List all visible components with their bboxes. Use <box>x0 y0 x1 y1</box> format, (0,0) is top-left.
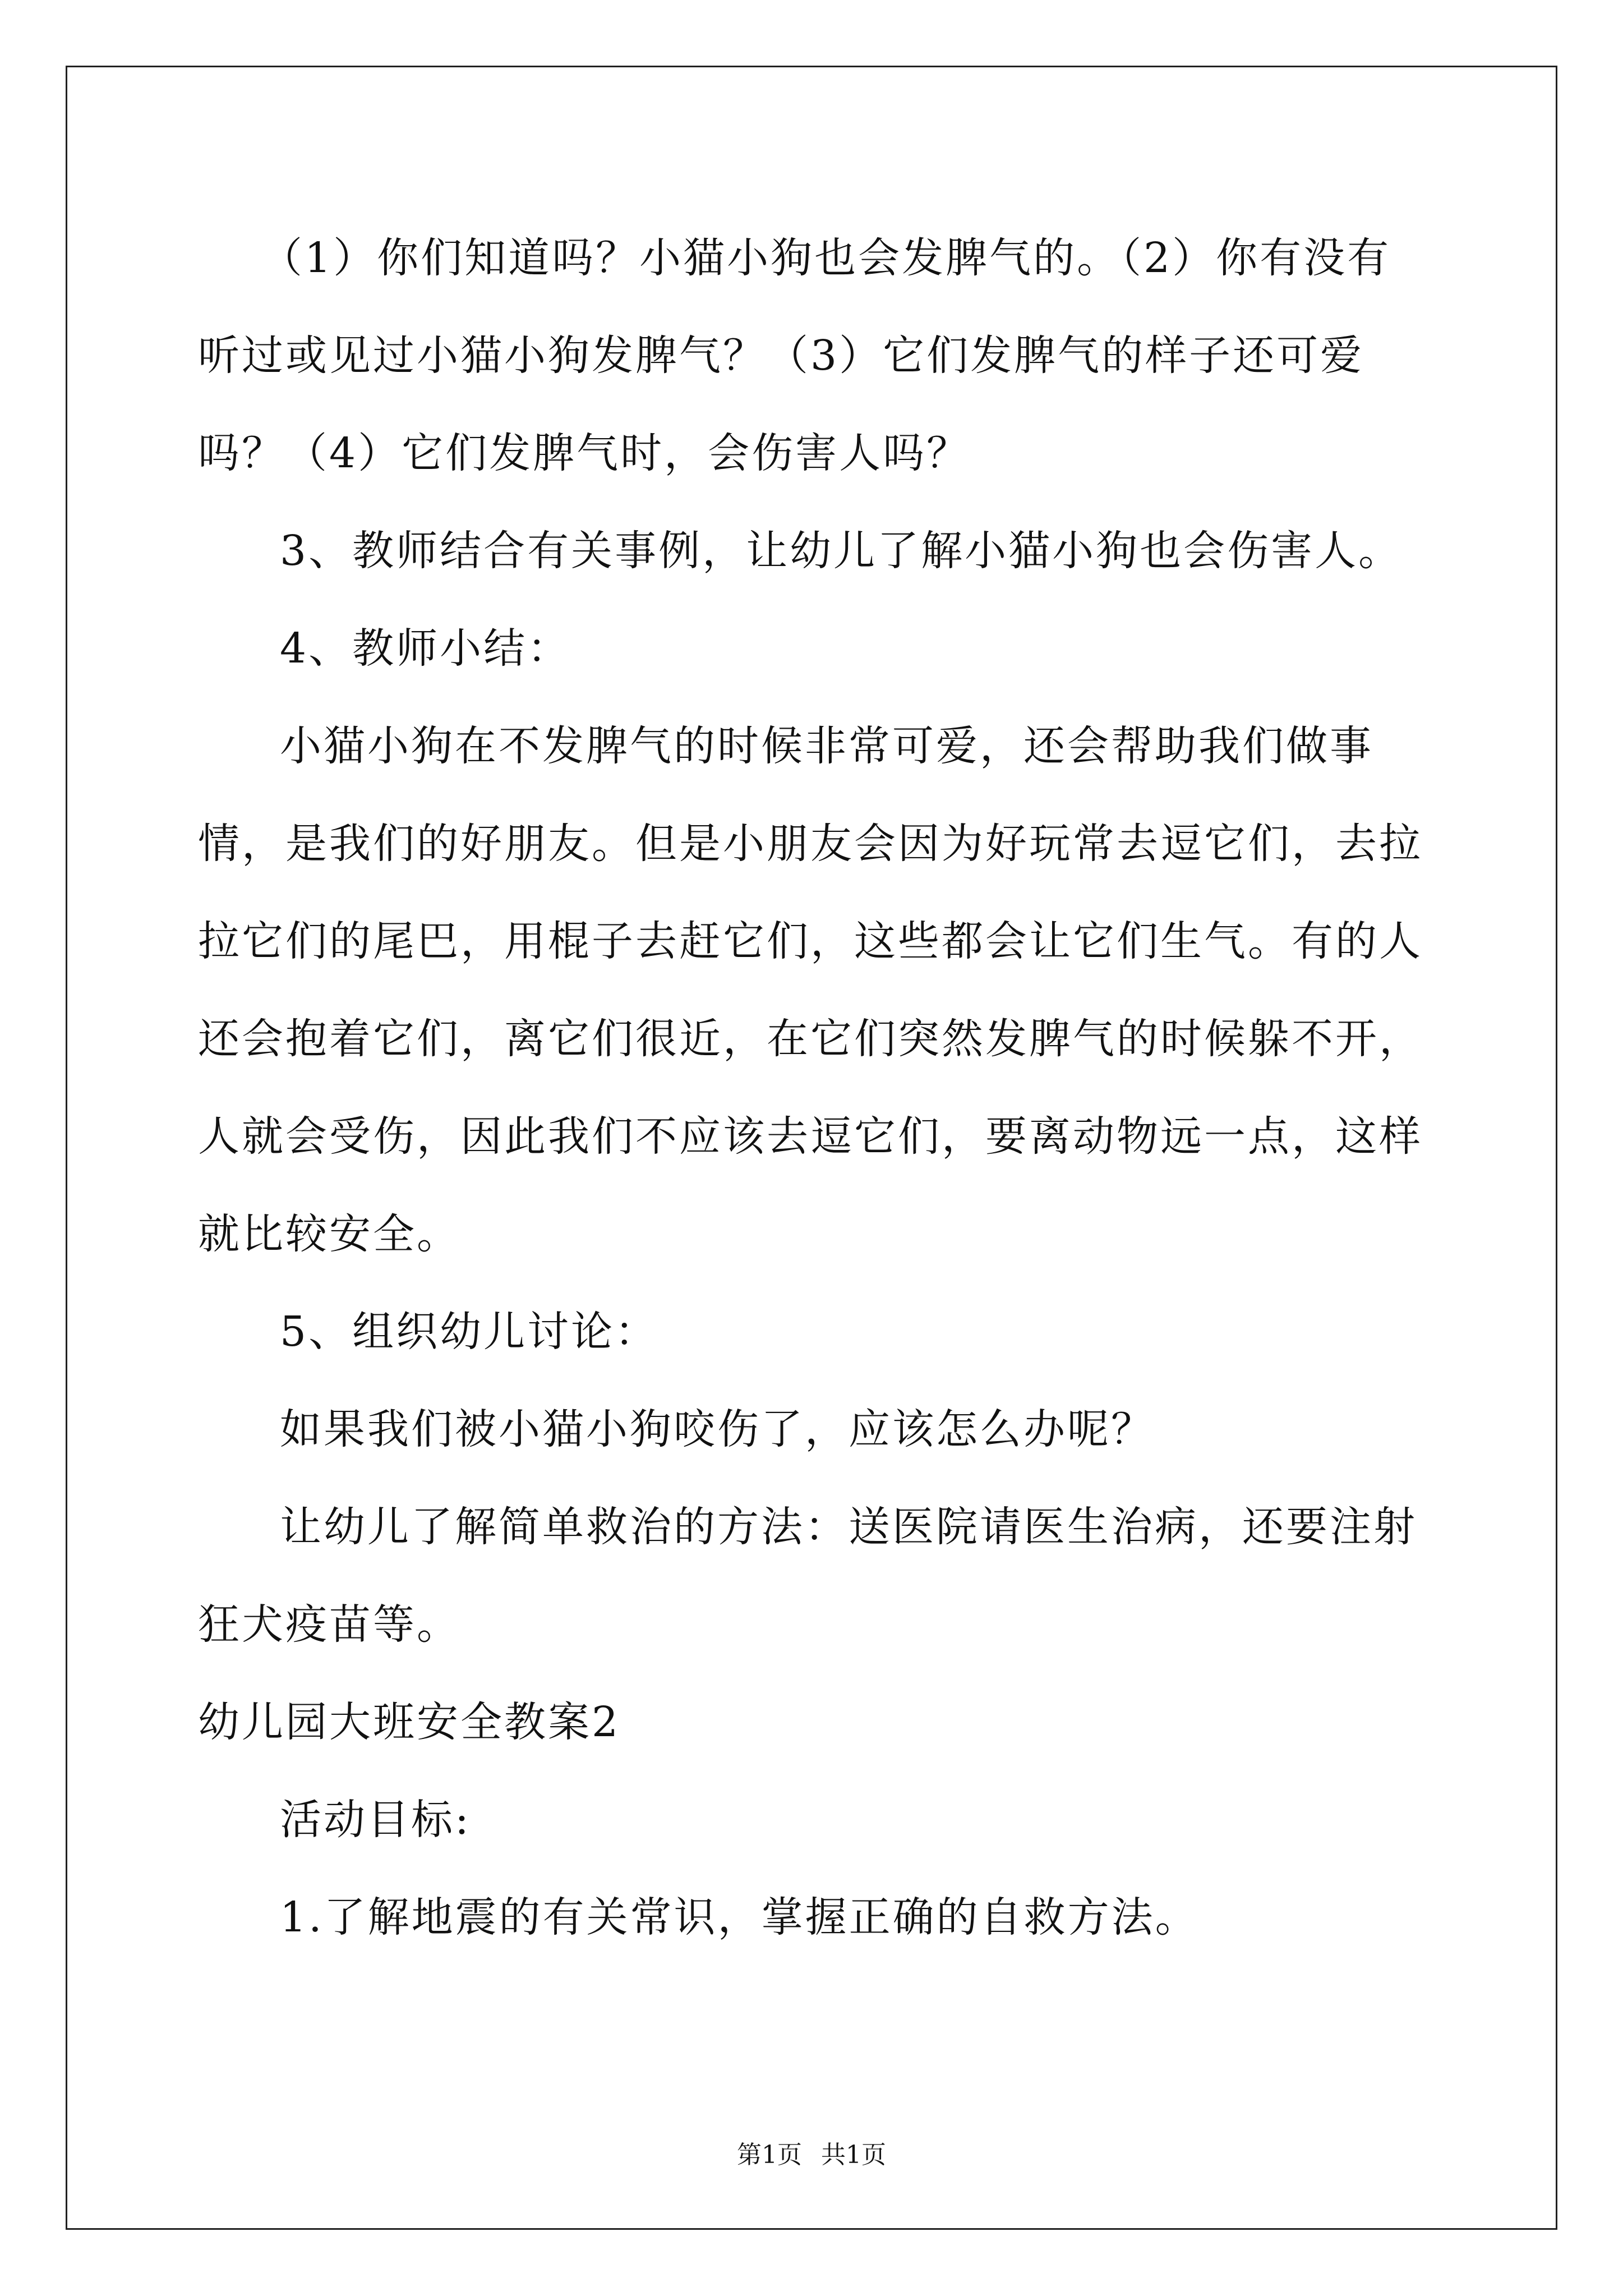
page-number-total: 共1页 <box>821 2141 886 2169</box>
paragraph-first-aid: 让幼儿了解简单救治的方法：送医院请医生治病，还要注射狂犬疫苗等。 <box>198 1503 1417 1649</box>
section-heading: 幼儿园大班安全教案2 <box>198 1698 621 1746</box>
page-footer <box>0 2138 1623 2172</box>
paragraph-goal-1: 1.了解地震的有关常识，掌握正确的自救方法。 <box>280 1893 1199 1941</box>
paragraph-questions: （1）你们知道吗？小猫小狗也会发脾气的。（2）你有没有听过或见过小猫小狗发脾气？（3）它们发脾气的样子还可爱吗？（4）它们发脾气时，会伤害人吗？ <box>198 234 1391 477</box>
paragraph-question: 如果我们被小猫小狗咬伤了，应该怎么办呢？ <box>280 1405 1155 1453</box>
paragraph-step-4: 4、教师小结： <box>280 624 571 673</box>
paragraph-step-5: 5、组织幼儿讨论： <box>280 1308 659 1356</box>
paragraph-step-3: 3、教师结合有关事例，让幼儿了解小猫小狗也会伤害人。 <box>280 527 1403 575</box>
document-body <box>198 209 1432 1966</box>
paragraph-summary: 小猫小狗在不发脾气的时候非常可爱，还会帮助我们做事情，是我们的好朋友。但是小朋友会因为好玩常去逗它们，去拉拉它们的尾巴，用棍子去赶它们，这些都会让它们生气。有的人还会抱着它们，离它们很近，在它们突然发脾气的时候躲不开，人就会受伤，因此我们不应该去逗它们，要离动物远一点，这样就比较安全。 <box>198 722 1423 1258</box>
page-number-current: 第1页 <box>737 2141 802 2169</box>
paragraph-goals-label: 活动目标: <box>280 1796 471 1844</box>
